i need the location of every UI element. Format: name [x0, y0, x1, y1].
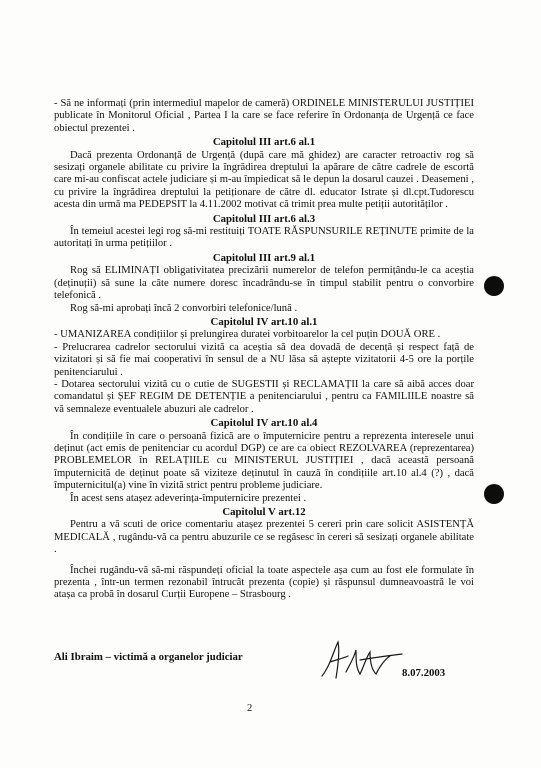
paragraph-retroactiv: Dacă prezenta Ordonanță de Urgență (după care mă ghidez) are caracter retroactiv rog să sesizați organele abilitate cu privire la îngrădirea dreptului la apărare de către cadrele de escortă care mi-au confiscat actele judiciare și m-au împiedicat să le depun la dosarul cauzei . Deasemeni , cu privire la îngrădirea dreptului la petiționare de către dl. educator Istrate și dl.cpt.Tudorescu acesta din urmă ma PEDEPSIT la 4.11.2002 motivat că trimit prea multe petiții autorităților . [54, 149, 474, 211]
paragraph-convorbiri: Rog să-mi aprobați încă 2 convorbiri telefonice/lună . [70, 302, 298, 314]
letter-body [54, 98, 474, 602]
paragraph-telefon: Rog să ELIMINAȚI obligativitatea precizării numerelor de telefon permițându-le ca aceștia (deținuții) să sune la câte numere doresc încadrându-se în timpul stabilit pentru o convorbire telefonică . [54, 265, 474, 302]
paragraph-adeverinta: În acest sens atașez adeverința-împuternicire prezentei . [70, 492, 307, 504]
heading-cap4-art10-al1: Capitolul IV art.10 al.1 [210, 315, 318, 328]
heading-cap5-art12: Capitolul V art.12 [222, 506, 306, 518]
signature-name: Ali Ibraim – victimă a organelor judiciar [54, 651, 243, 663]
heading-cap3-art9-al1: Capitolul III art.9 al.1 [212, 251, 316, 264]
paragraph-ordinele: - Să ne informați (prin intermediul mapelor de cameră) ORDINELE MINISTERULUI JUSTIȚIEI publicate în Monitorul Oficial , Partea I la care se face referire în Ordonanța de Urgență ce face obiectul prezentei . [54, 98, 474, 134]
paragraph-prelucrarea: - Prelucrarea cadrelor sectorului vizită ca aceștia să dea dovadă de decență și respect față de vizitatori și să fie mai cooperativi în sensul de a NU lăsa să aștepte vizitatorii 4-5 ore la porțile penitenciarului . [54, 341, 474, 378]
handwritten-signature [316, 636, 406, 682]
punch-hole-lower [484, 484, 504, 504]
paragraph-umanizarea: - UMANIZAREA condițiilor și prelungirea duratei vorbitoarelor la cel puțin DOUĂ ORE . [54, 329, 441, 341]
page-number: 2 [247, 703, 253, 714]
signature-date: 8.07.2003 [402, 667, 446, 679]
paragraph-raspunsuri: În temeiul acestei legi rog să-mi restituiți TOATE RĂSPUNSURILE REȚINUTE primite de la autoritați în urma petițiilor . [54, 226, 474, 250]
heading-cap3-art6-al3: Capitolul III art.6 al.3 [212, 212, 316, 225]
paragraph-dotarea: - Dotarea sectorului vizită cu o cutie de SUGESTII și RECLAMAȚII la care să aibă acces doar comandatul și ȘEF REGIM DE DETENȚIE a penitenciarului , pentru ca FAMILIILE noastre să vă semnaleze eventualele abuzuri ale cadrelor . [54, 378, 474, 415]
paragraph-asistenta: Pentru a vă scuti de orice comentariu atașez prezentei 5 cereri prin care solicit ASISTENȚĂ MEDICALĂ , rugându-vă ca pentru abuzurile ce se regăsesc în cereri să sesizați organele abilitate . [54, 519, 474, 556]
paragraph-imputernicire: În condițiile în care o persoană fizică are o împuternicire pentru a reprezenta interesele unui deținut (act emis de penitenciar cu acordul DGP) ce are ca obiect REZOLVAREA (reprezentarea) PROBLEMELOR în RELAȚIILE cu MINISTERUL JUSTIȚIEI , dacă această persoană împuternicită de deținut poate să viziteze deținutul în cauză în condițiile art.10 al.4 (?) , dacă împuternicitul(a) vine în vizită strict pentru probleme judiciare. [54, 430, 474, 492]
paragraph-incheiere: Închei rugându-vă să-mi răspundeți oficial la toate aspectele așa cum au fost ele formulate în prezenta , într-un termen rezonabil întrucât prezenta (copie) și răspunsul dumneavoastră le voi atașa ca probă în dosarul Curții Europene – Strasbourg . [54, 564, 474, 601]
punch-hole-upper [484, 276, 504, 296]
heading-cap4-art10-al4: Capitolul IV art.10 al.4 [210, 417, 318, 430]
heading-cap3-art6-al1: Capitolul III art.6 al.1 [212, 136, 316, 149]
